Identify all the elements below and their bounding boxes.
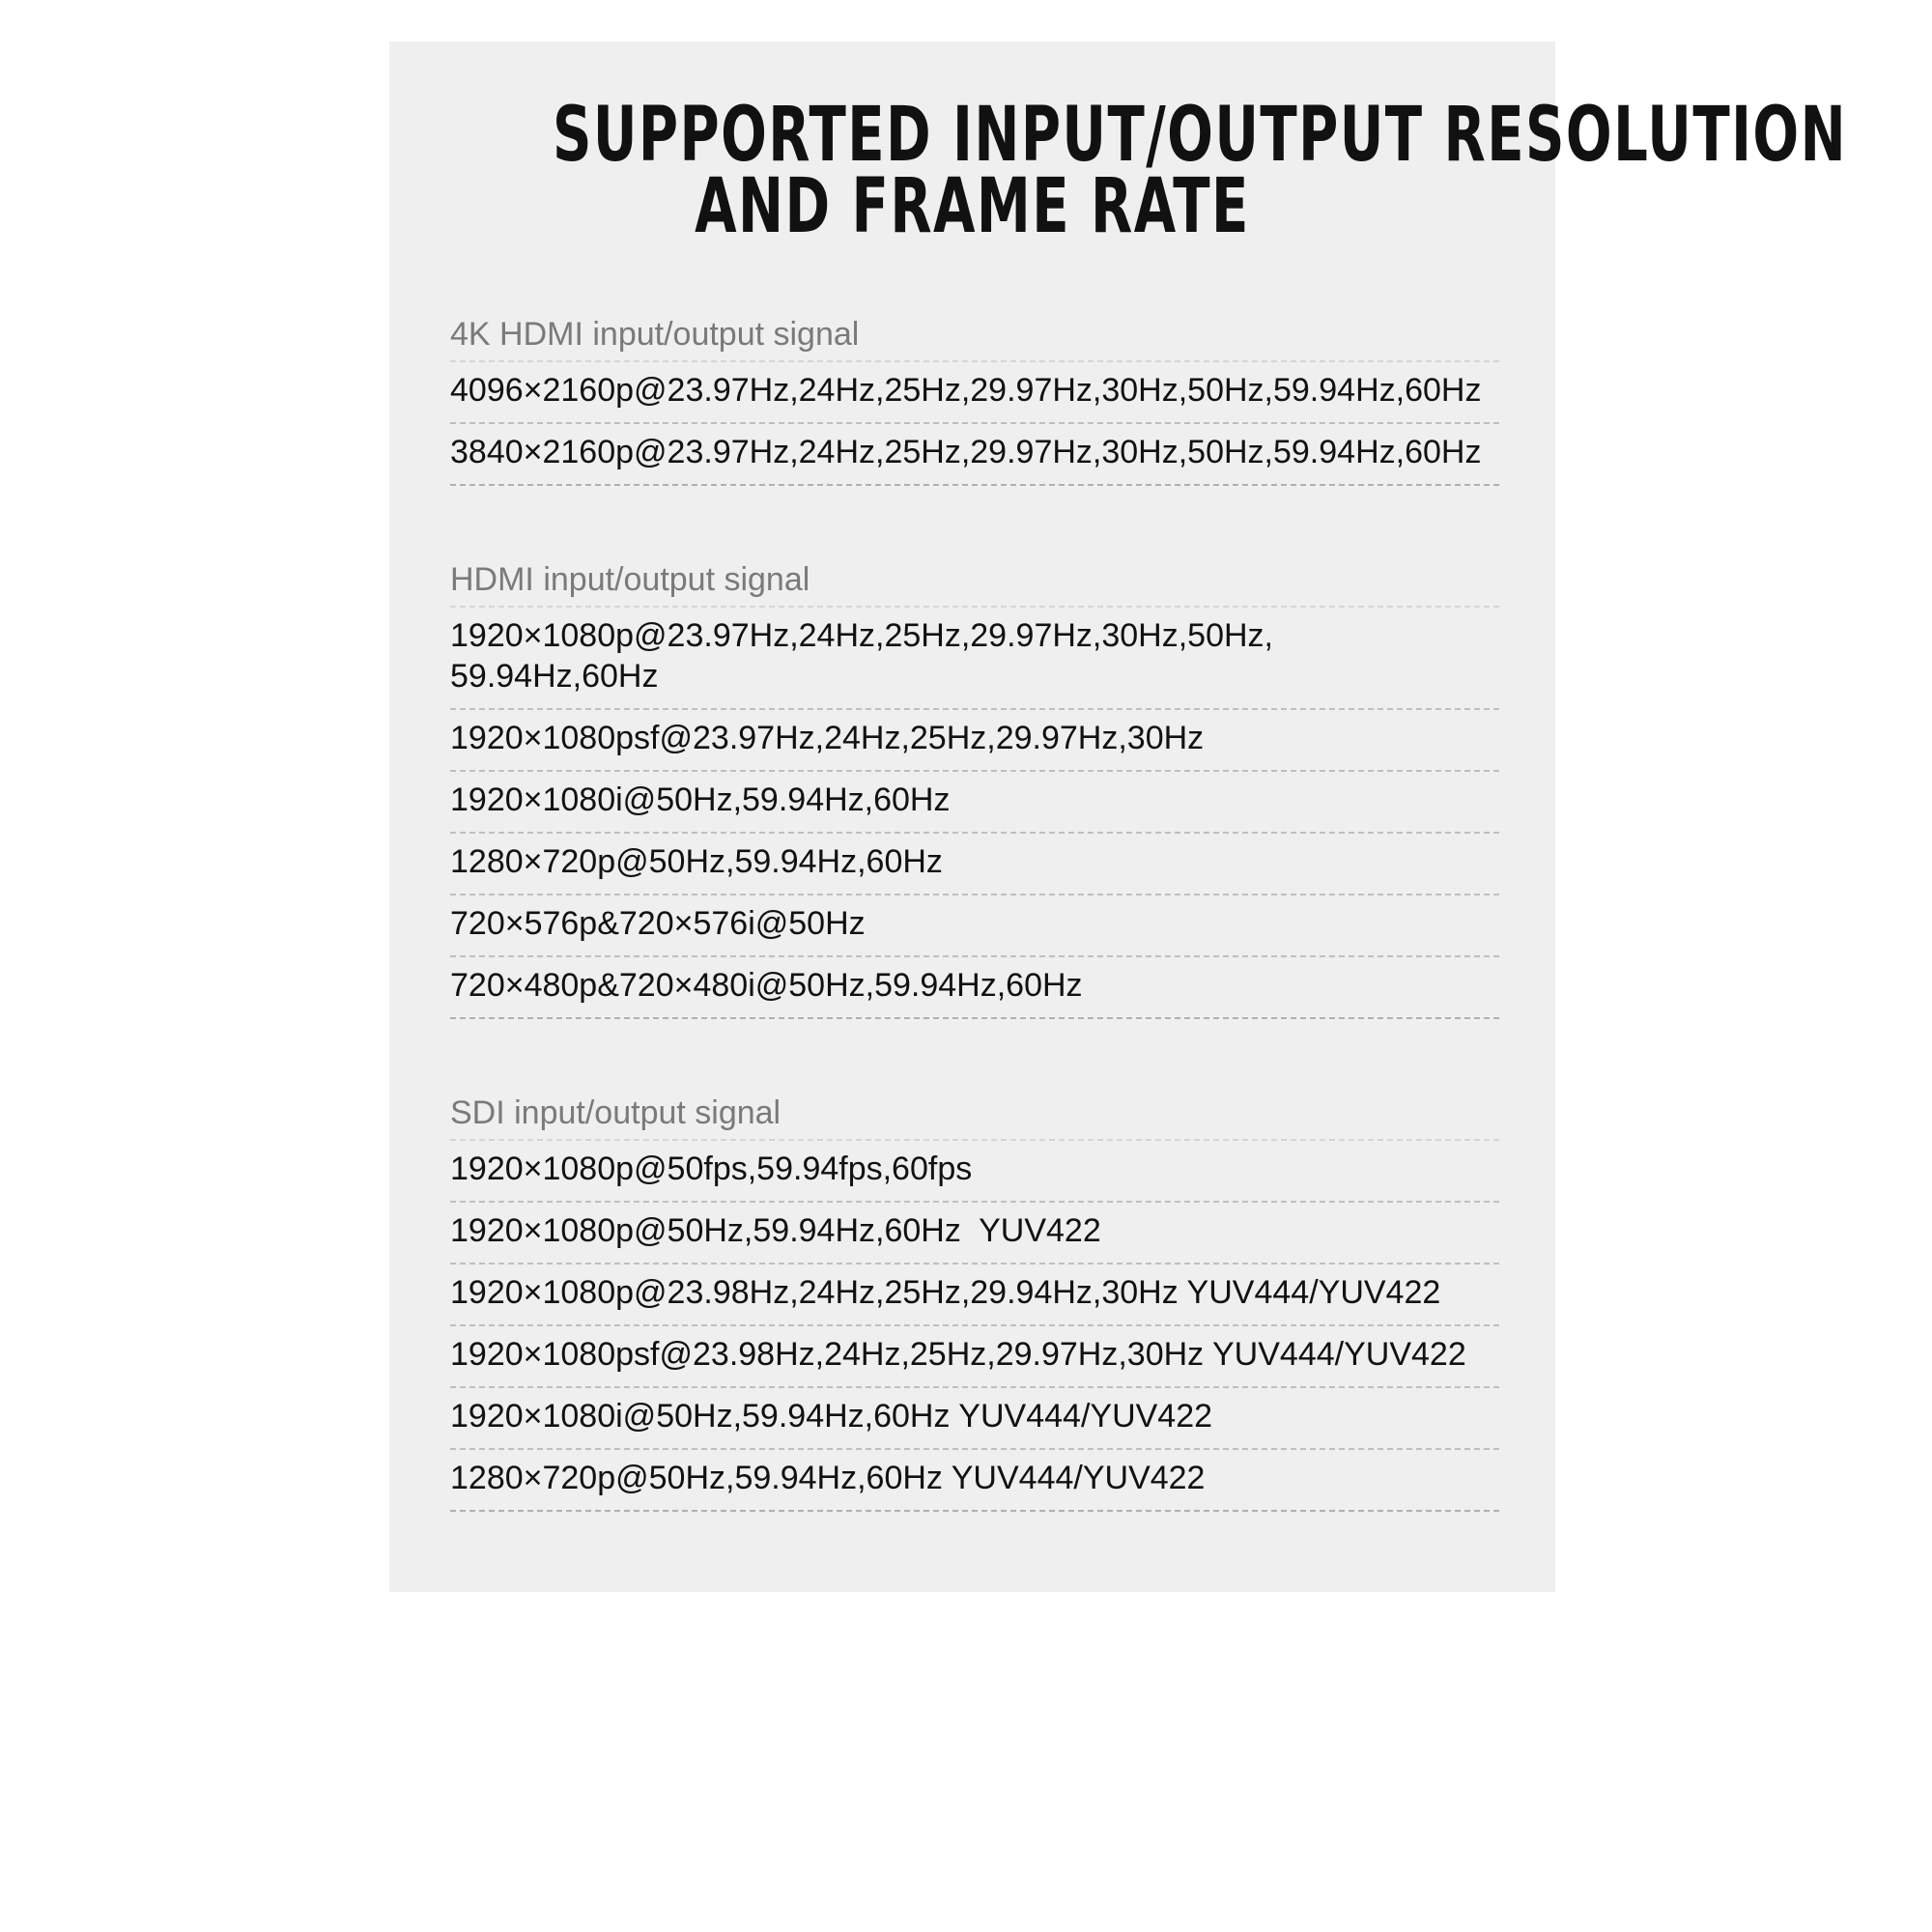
section-heading: SDI input/output signal — [450, 1091, 1499, 1141]
section-sdi — [450, 1091, 1499, 1512]
list-item: 1920×1080psf@23.97Hz,24Hz,25Hz,29.97Hz,30Hz — [450, 710, 1499, 772]
list-item: 1280×720p@50Hz,59.94Hz,60Hz — [450, 834, 1499, 895]
list-item: 720×576p&720×576i@50Hz — [450, 895, 1499, 957]
spec-card — [389, 42, 1848, 1592]
list-item: 3840×2160p@23.97Hz,24Hz,25Hz,29.97Hz,30Hz,50Hz,59.94Hz,60Hz — [450, 424, 1499, 486]
list-item: 1920×1080p@23.98Hz,24Hz,25Hz,29.94Hz,30Hz YUV444/YUV422 — [450, 1264, 1499, 1326]
section-4k-hdmi — [450, 312, 1499, 486]
list-item: 1920×1080psf@23.98Hz,24Hz,25Hz,29.97Hz,30Hz YUV444/YUV422 — [450, 1326, 1499, 1388]
title-line-1: SUPPORTED INPUT/OUTPUT RESOLUTION — [552, 92, 1848, 179]
list-item: 1920×1080i@50Hz,59.94Hz,60Hz — [450, 772, 1499, 834]
section-heading: 4K HDMI input/output signal — [450, 312, 1499, 362]
list-item: 1280×720p@50Hz,59.94Hz,60Hz YUV444/YUV422 — [450, 1450, 1499, 1512]
list-item: 720×480p&720×480i@50Hz,59.94Hz,60Hz — [450, 957, 1499, 1019]
resolution-list — [450, 312, 1499, 1556]
list-item: 1920×1080p@50fps,59.94fps,60fps — [450, 1141, 1499, 1203]
page-title — [552, 92, 1848, 250]
list-item: 1920×1080p@50Hz,59.94Hz,60Hz YUV422 — [450, 1203, 1499, 1264]
list-item: 1920×1080i@50Hz,59.94Hz,60Hz YUV444/YUV422 — [450, 1388, 1499, 1450]
section-heading: HDMI input/output signal — [450, 557, 1499, 608]
section-hdmi — [450, 557, 1499, 1019]
title-line-2: AND FRAME RATE — [695, 163, 1250, 250]
list-item: 1920×1080p@23.97Hz,24Hz,25Hz,29.97Hz,30Hz,50Hz, 59.94Hz,60Hz — [450, 608, 1499, 710]
list-item: 4096×2160p@23.97Hz,24Hz,25Hz,29.97Hz,30Hz,50Hz,59.94Hz,60Hz — [450, 362, 1499, 424]
